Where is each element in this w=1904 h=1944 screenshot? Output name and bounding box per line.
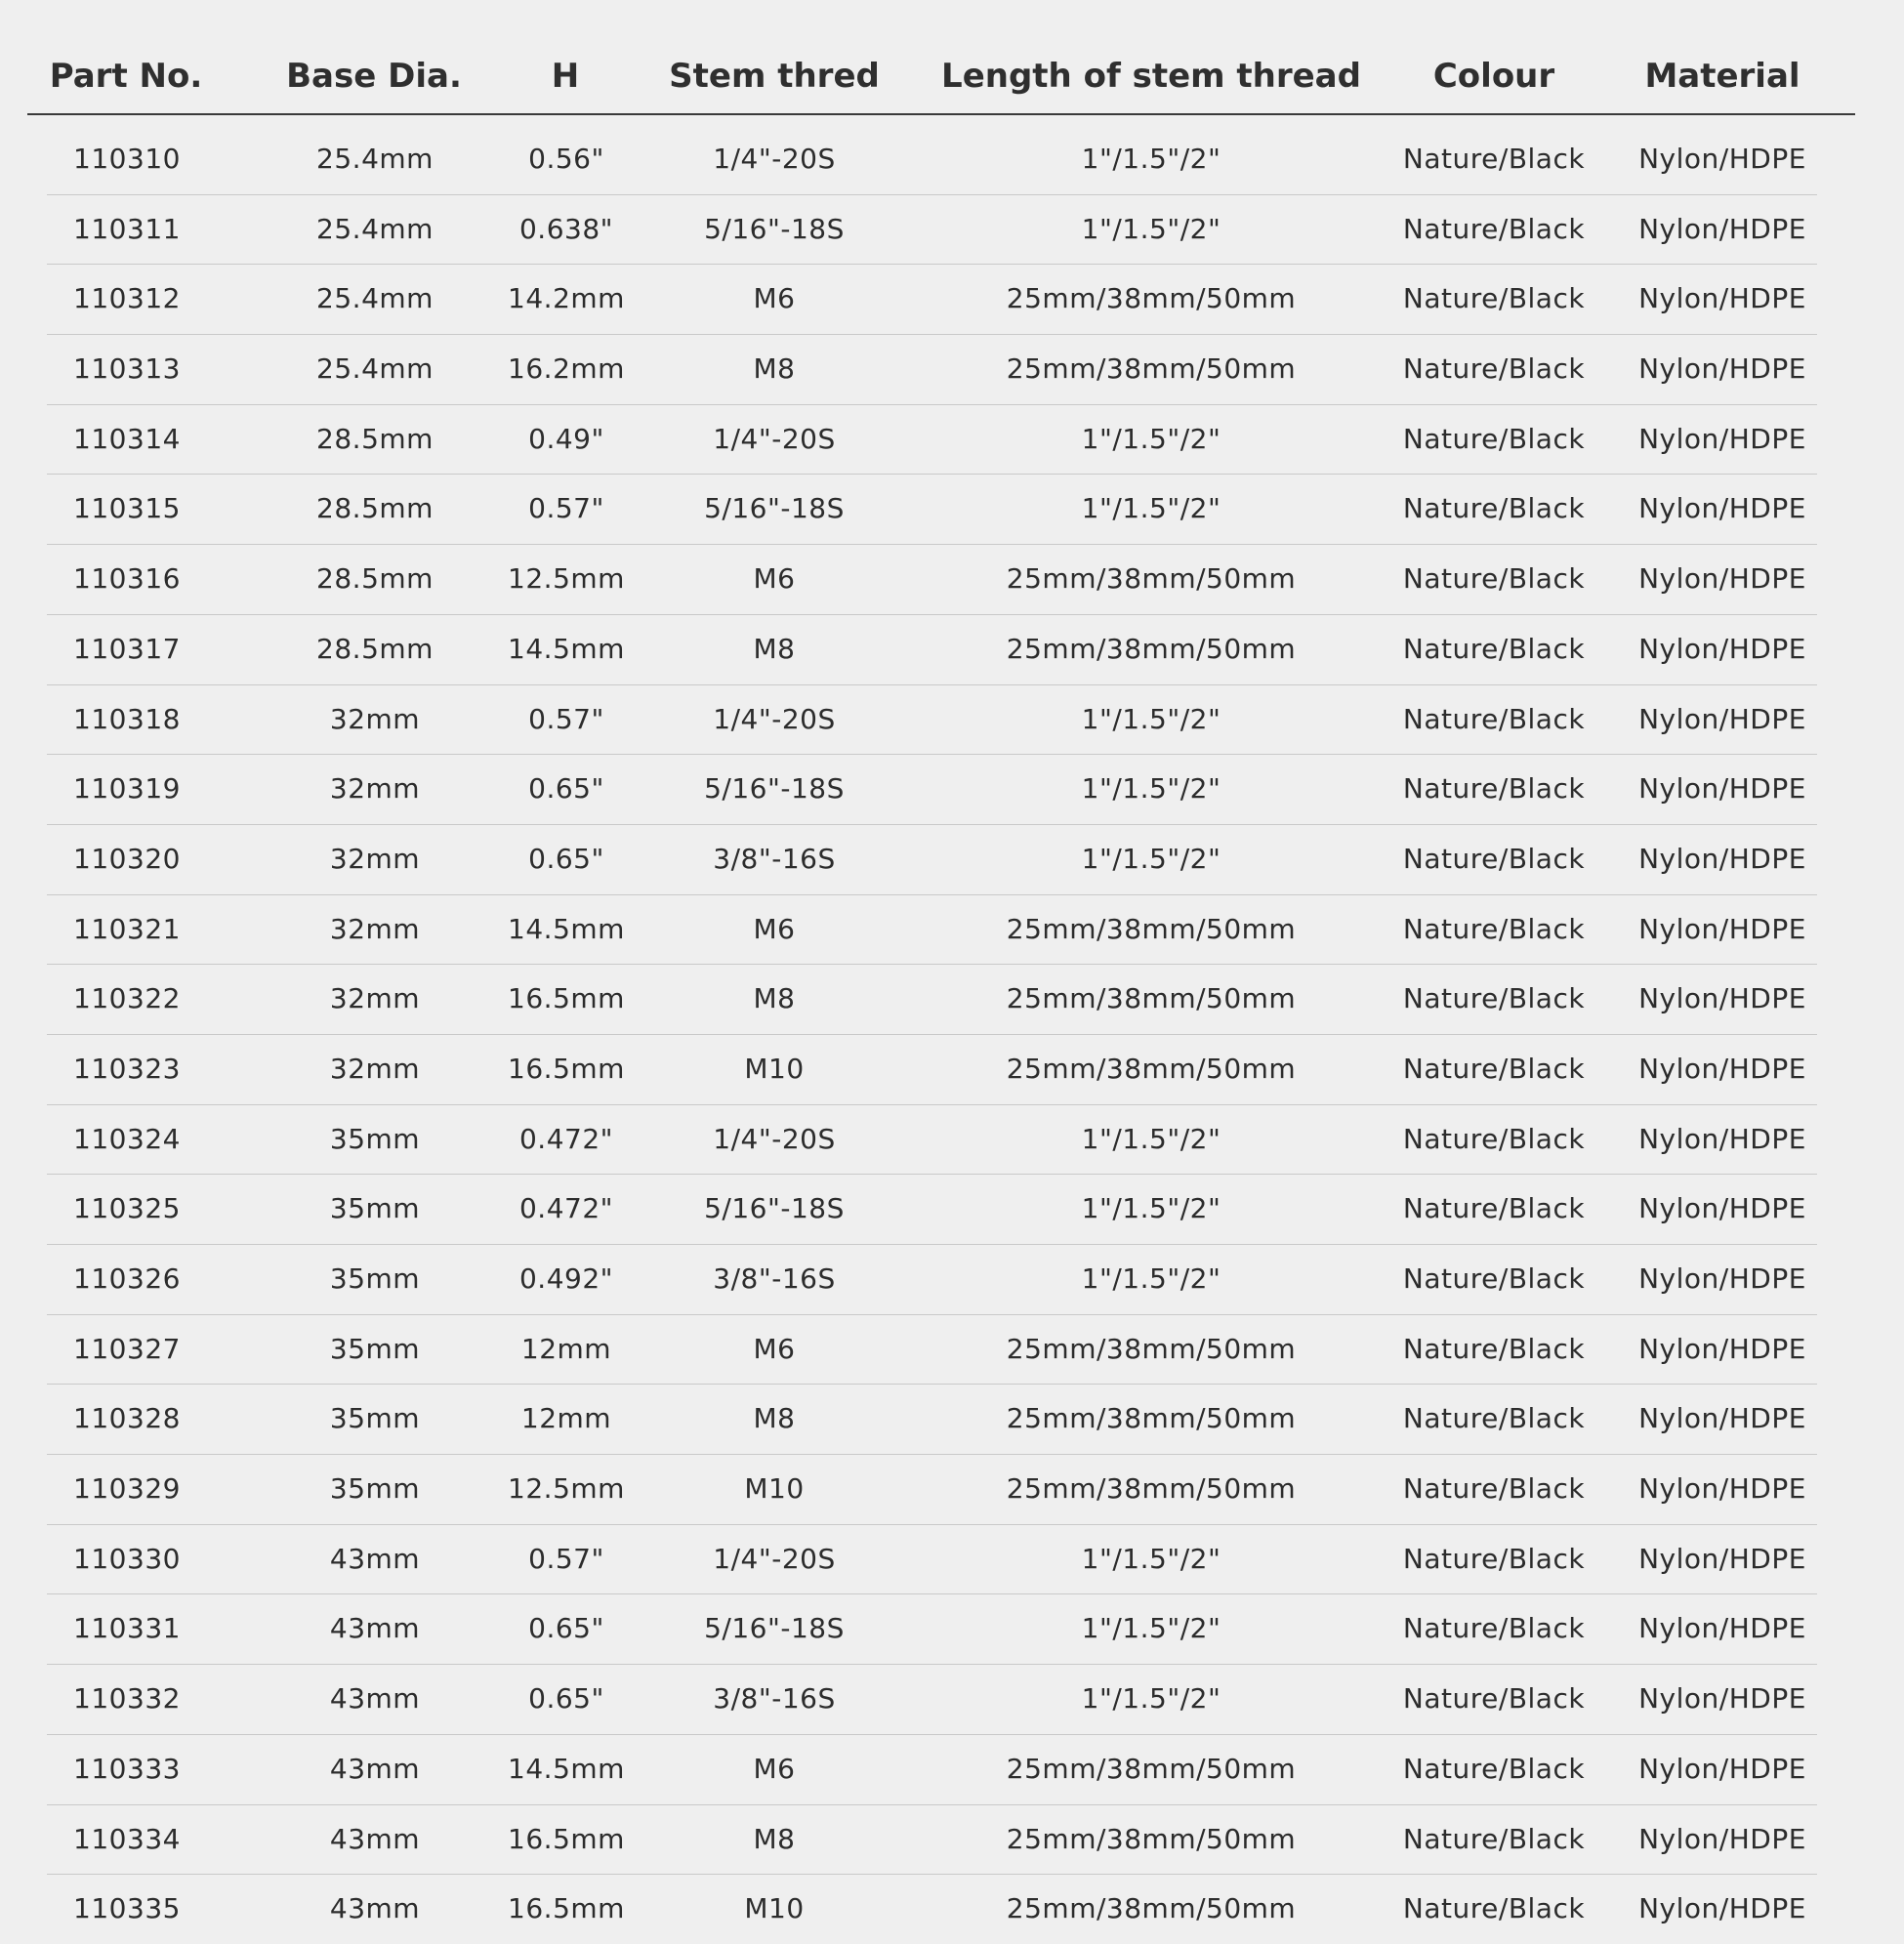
cell-length-of-stem-thread: 25mm/38mm/50mm: [1006, 1402, 1297, 1435]
cell-part-no: 110326: [73, 1262, 181, 1295]
cell-colour: Nature/Black: [1402, 1682, 1586, 1716]
cell-colour: Nature/Black: [1402, 1262, 1586, 1295]
cell-length-of-stem-thread: 25mm/38mm/50mm: [1006, 1822, 1297, 1855]
cell-length-of-stem-thread: 1"/1.5"/2": [1081, 842, 1221, 875]
cell-base-dia: 43mm: [329, 1542, 421, 1575]
cell-h: 0.638": [518, 212, 614, 245]
cell-length-of-stem-thread: 25mm/38mm/50mm: [1006, 982, 1297, 1015]
cell-base-dia: 43mm: [329, 1822, 421, 1855]
cell-colour: Nature/Black: [1402, 212, 1586, 245]
cell-colour: Nature/Black: [1402, 562, 1586, 596]
cell-part-no: 110323: [73, 1052, 181, 1085]
cell-stem-thread: 1/4"-20S: [713, 1542, 836, 1575]
cell-stem-thread: 5/16"-18S: [704, 212, 845, 245]
table-row: [47, 1805, 1817, 1876]
cell-stem-thread: M8: [753, 1822, 796, 1855]
cell-stem-thread: M6: [753, 1752, 796, 1785]
cell-h: 14.5mm: [508, 632, 625, 665]
cell-stem-thread: 5/16"-18S: [704, 1192, 845, 1225]
cell-material: Nylon/HDPE: [1638, 1542, 1806, 1575]
cell-length-of-stem-thread: 1"/1.5"/2": [1081, 1192, 1221, 1225]
cell-part-no: 110334: [73, 1822, 181, 1855]
cell-colour: Nature/Black: [1402, 1332, 1586, 1365]
cell-part-no: 110331: [73, 1612, 181, 1645]
header-base-dia: Base Dia.: [286, 57, 462, 96]
cell-length-of-stem-thread: 25mm/38mm/50mm: [1006, 1752, 1297, 1785]
table-row: [47, 405, 1817, 476]
cell-material: Nylon/HDPE: [1638, 1892, 1806, 1925]
cell-stem-thread: 5/16"-18S: [704, 492, 845, 525]
cell-stem-thread: M6: [753, 282, 796, 315]
cell-h: 0.65": [528, 842, 604, 875]
cell-colour: Nature/Black: [1402, 352, 1586, 386]
table-row: [47, 265, 1817, 335]
cell-h: 0.472": [518, 1122, 614, 1155]
cell-stem-thread: M10: [744, 1052, 805, 1085]
cell-base-dia: 43mm: [329, 1612, 421, 1645]
cell-colour: Nature/Black: [1402, 1752, 1586, 1785]
cell-part-no: 110319: [73, 772, 181, 806]
cell-material: Nylon/HDPE: [1638, 1402, 1806, 1435]
cell-length-of-stem-thread: 25mm/38mm/50mm: [1006, 1472, 1297, 1506]
cell-material: Nylon/HDPE: [1638, 143, 1806, 175]
cell-colour: Nature/Black: [1402, 632, 1586, 665]
cell-material: Nylon/HDPE: [1638, 422, 1806, 455]
cell-h: 12mm: [520, 1402, 612, 1435]
cell-colour: Nature/Black: [1402, 1402, 1586, 1435]
cell-part-no: 110328: [73, 1402, 181, 1435]
cell-h: 0.57": [528, 492, 604, 525]
cell-base-dia: 25.4mm: [316, 143, 434, 175]
cell-length-of-stem-thread: 1"/1.5"/2": [1081, 702, 1221, 735]
header-part-no: Part No.: [49, 57, 203, 96]
cell-length-of-stem-thread: 25mm/38mm/50mm: [1006, 1052, 1297, 1085]
cell-material: Nylon/HDPE: [1638, 1822, 1806, 1855]
cell-h: 12mm: [520, 1332, 612, 1365]
cell-material: Nylon/HDPE: [1638, 632, 1806, 665]
cell-material: Nylon/HDPE: [1638, 1192, 1806, 1225]
cell-length-of-stem-thread: 25mm/38mm/50mm: [1006, 912, 1297, 945]
cell-part-no: 110317: [73, 632, 181, 665]
cell-colour: Nature/Black: [1402, 1612, 1586, 1645]
cell-colour: Nature/Black: [1402, 842, 1586, 875]
cell-material: Nylon/HDPE: [1638, 1472, 1806, 1506]
cell-base-dia: 25.4mm: [316, 212, 434, 245]
table-row: [47, 685, 1817, 756]
cell-part-no: 110332: [73, 1682, 181, 1716]
table-row: [47, 1175, 1817, 1245]
cell-base-dia: 25.4mm: [316, 282, 434, 315]
cell-base-dia: 28.5mm: [316, 632, 434, 665]
cell-material: Nylon/HDPE: [1638, 1262, 1806, 1295]
cell-colour: Nature/Black: [1402, 422, 1586, 455]
cell-length-of-stem-thread: 25mm/38mm/50mm: [1006, 562, 1297, 596]
cell-colour: Nature/Black: [1402, 282, 1586, 315]
cell-length-of-stem-thread: 1"/1.5"/2": [1081, 1262, 1221, 1295]
header-material: Material: [1644, 57, 1801, 96]
table-row: [47, 895, 1817, 966]
cell-base-dia: 35mm: [329, 1402, 421, 1435]
cell-stem-thread: M10: [744, 1472, 805, 1506]
table-row: [47, 545, 1817, 615]
cell-stem-thread: 3/8"-16S: [713, 842, 836, 875]
table-row: [47, 1525, 1817, 1595]
header-length-of-stem-thread: Length of stem thread: [941, 57, 1361, 96]
cell-stem-thread: M8: [753, 982, 796, 1015]
cell-material: Nylon/HDPE: [1638, 1052, 1806, 1085]
cell-base-dia: 35mm: [329, 1332, 421, 1365]
table-row: [47, 755, 1817, 825]
cell-part-no: 110320: [73, 842, 181, 875]
cell-h: 16.2mm: [508, 352, 625, 386]
cell-length-of-stem-thread: 1"/1.5"/2": [1081, 1682, 1221, 1716]
cell-colour: Nature/Black: [1402, 1892, 1586, 1925]
cell-material: Nylon/HDPE: [1638, 1752, 1806, 1785]
cell-h: 0.49": [528, 422, 604, 455]
cell-colour: Nature/Black: [1402, 1122, 1586, 1155]
table-row: [47, 1105, 1817, 1176]
cell-colour: Nature/Black: [1402, 1542, 1586, 1575]
header-stem-thread: Stem thred: [669, 57, 880, 96]
cell-length-of-stem-thread: 1"/1.5"/2": [1081, 212, 1221, 245]
table-row: [47, 825, 1817, 895]
table-row: [47, 195, 1817, 266]
cell-part-no: 110335: [73, 1892, 181, 1925]
cell-h: 12.5mm: [508, 562, 625, 596]
table-row: [47, 1455, 1817, 1525]
cell-part-no: 110311: [73, 212, 181, 245]
cell-length-of-stem-thread: 1"/1.5"/2": [1081, 1612, 1221, 1645]
table-row: [47, 1665, 1817, 1735]
cell-base-dia: 35mm: [329, 1262, 421, 1295]
cell-length-of-stem-thread: 1"/1.5"/2": [1081, 143, 1221, 175]
cell-stem-thread: M8: [753, 352, 796, 386]
cell-base-dia: 32mm: [329, 772, 421, 806]
cell-colour: Nature/Black: [1402, 982, 1586, 1015]
table-body: [47, 125, 1817, 1944]
cell-part-no: 110325: [73, 1192, 181, 1225]
cell-stem-thread: 1/4"-20S: [713, 143, 836, 175]
table-row: [47, 1875, 1817, 1944]
cell-colour: Nature/Black: [1402, 912, 1586, 945]
cell-part-no: 110316: [73, 562, 181, 596]
cell-part-no: 110330: [73, 1542, 181, 1575]
cell-stem-thread: 5/16"-18S: [704, 772, 845, 806]
cell-base-dia: 43mm: [329, 1892, 421, 1925]
cell-material: Nylon/HDPE: [1638, 492, 1806, 525]
cell-h: 12.5mm: [508, 1472, 625, 1506]
cell-base-dia: 32mm: [329, 702, 421, 735]
cell-h: 0.492": [518, 1262, 614, 1295]
cell-colour: Nature/Black: [1402, 1822, 1586, 1855]
cell-base-dia: 28.5mm: [316, 562, 434, 596]
cell-stem-thread: 3/8"-16S: [713, 1262, 836, 1295]
table-row: [47, 615, 1817, 685]
cell-base-dia: 32mm: [329, 1052, 421, 1085]
cell-colour: Nature/Black: [1402, 492, 1586, 525]
cell-length-of-stem-thread: 25mm/38mm/50mm: [1006, 1892, 1297, 1925]
cell-length-of-stem-thread: 1"/1.5"/2": [1081, 1122, 1221, 1155]
cell-material: Nylon/HDPE: [1638, 912, 1806, 945]
cell-part-no: 110329: [73, 1472, 181, 1506]
cell-h: 0.56": [528, 143, 604, 175]
table-row: [47, 965, 1817, 1035]
cell-material: Nylon/HDPE: [1638, 982, 1806, 1015]
cell-stem-thread: 1/4"-20S: [713, 702, 836, 735]
cell-stem-thread: M8: [753, 632, 796, 665]
cell-h: 16.5mm: [508, 1052, 625, 1085]
table-header: [27, 39, 1855, 115]
table-row: [47, 335, 1817, 405]
table-row: [47, 1735, 1817, 1805]
cell-material: Nylon/HDPE: [1638, 702, 1806, 735]
header-h: H: [551, 57, 580, 96]
cell-stem-thread: 1/4"-20S: [713, 1122, 836, 1155]
cell-colour: Nature/Black: [1402, 702, 1586, 735]
cell-colour: Nature/Black: [1402, 1472, 1586, 1506]
cell-part-no: 110312: [73, 282, 181, 315]
cell-h: 0.65": [528, 1682, 604, 1716]
cell-stem-thread: M6: [753, 912, 796, 945]
table-row: [47, 1385, 1817, 1455]
cell-base-dia: 43mm: [329, 1752, 421, 1785]
cell-h: 0.57": [528, 702, 604, 735]
cell-base-dia: 28.5mm: [316, 492, 434, 525]
cell-base-dia: 32mm: [329, 912, 421, 945]
cell-base-dia: 25.4mm: [316, 352, 434, 386]
cell-length-of-stem-thread: 25mm/38mm/50mm: [1006, 1332, 1297, 1365]
table-row: [47, 1245, 1817, 1315]
cell-length-of-stem-thread: 1"/1.5"/2": [1081, 772, 1221, 806]
cell-colour: Nature/Black: [1402, 772, 1586, 806]
cell-part-no: 110318: [73, 702, 181, 735]
cell-material: Nylon/HDPE: [1638, 1332, 1806, 1365]
cell-length-of-stem-thread: 1"/1.5"/2": [1081, 492, 1221, 525]
cell-part-no: 110333: [73, 1752, 181, 1785]
cell-length-of-stem-thread: 25mm/38mm/50mm: [1006, 352, 1297, 386]
cell-h: 0.65": [528, 1612, 604, 1645]
cell-base-dia: 35mm: [329, 1472, 421, 1506]
cell-colour: Nature/Black: [1402, 1192, 1586, 1225]
cell-h: 14.5mm: [508, 912, 625, 945]
cell-h: 14.5mm: [508, 1752, 625, 1785]
cell-part-no: 110327: [73, 1332, 181, 1365]
cell-length-of-stem-thread: 25mm/38mm/50mm: [1006, 282, 1297, 315]
cell-colour: Nature/Black: [1402, 143, 1586, 175]
header-colour: Colour: [1432, 57, 1555, 96]
cell-stem-thread: M10: [744, 1892, 805, 1925]
cell-stem-thread: M8: [753, 1402, 796, 1435]
cell-part-no: 110314: [73, 422, 181, 455]
cell-material: Nylon/HDPE: [1638, 212, 1806, 245]
cell-part-no: 110321: [73, 912, 181, 945]
cell-material: Nylon/HDPE: [1638, 1612, 1806, 1645]
table-row: [47, 1035, 1817, 1105]
cell-length-of-stem-thread: 1"/1.5"/2": [1081, 1542, 1221, 1575]
cell-material: Nylon/HDPE: [1638, 842, 1806, 875]
cell-h: 0.65": [528, 772, 604, 806]
cell-length-of-stem-thread: 1"/1.5"/2": [1081, 422, 1221, 455]
cell-stem-thread: M6: [753, 562, 796, 596]
cell-material: Nylon/HDPE: [1638, 772, 1806, 806]
cell-h: 0.472": [518, 1192, 614, 1225]
cell-length-of-stem-thread: 25mm/38mm/50mm: [1006, 632, 1297, 665]
cell-base-dia: 32mm: [329, 982, 421, 1015]
cell-part-no: 110313: [73, 352, 181, 386]
cell-stem-thread: 1/4"-20S: [713, 422, 836, 455]
cell-h: 16.5mm: [508, 1892, 625, 1925]
table-row: [47, 475, 1817, 545]
cell-h: 0.57": [528, 1542, 604, 1575]
table-row: [47, 125, 1817, 195]
cell-stem-thread: 3/8"-16S: [713, 1682, 836, 1716]
cell-h: 16.5mm: [508, 1822, 625, 1855]
cell-part-no: 110322: [73, 982, 181, 1015]
cell-material: Nylon/HDPE: [1638, 1122, 1806, 1155]
table-row: [47, 1315, 1817, 1386]
cell-material: Nylon/HDPE: [1638, 1682, 1806, 1716]
cell-material: Nylon/HDPE: [1638, 562, 1806, 596]
cell-material: Nylon/HDPE: [1638, 352, 1806, 386]
cell-base-dia: 28.5mm: [316, 422, 434, 455]
cell-colour: Nature/Black: [1402, 1052, 1586, 1085]
cell-part-no: 110324: [73, 1122, 181, 1155]
cell-base-dia: 35mm: [329, 1122, 421, 1155]
cell-h: 14.2mm: [508, 282, 625, 315]
cell-base-dia: 35mm: [329, 1192, 421, 1225]
cell-part-no: 110315: [73, 492, 181, 525]
table-row: [47, 1594, 1817, 1665]
cell-h: 16.5mm: [508, 982, 625, 1015]
cell-base-dia: 32mm: [329, 842, 421, 875]
cell-material: Nylon/HDPE: [1638, 282, 1806, 315]
cell-base-dia: 43mm: [329, 1682, 421, 1716]
cell-stem-thread: 5/16"-18S: [704, 1612, 845, 1645]
cell-part-no: 110310: [73, 143, 181, 175]
cell-stem-thread: M6: [753, 1332, 796, 1365]
